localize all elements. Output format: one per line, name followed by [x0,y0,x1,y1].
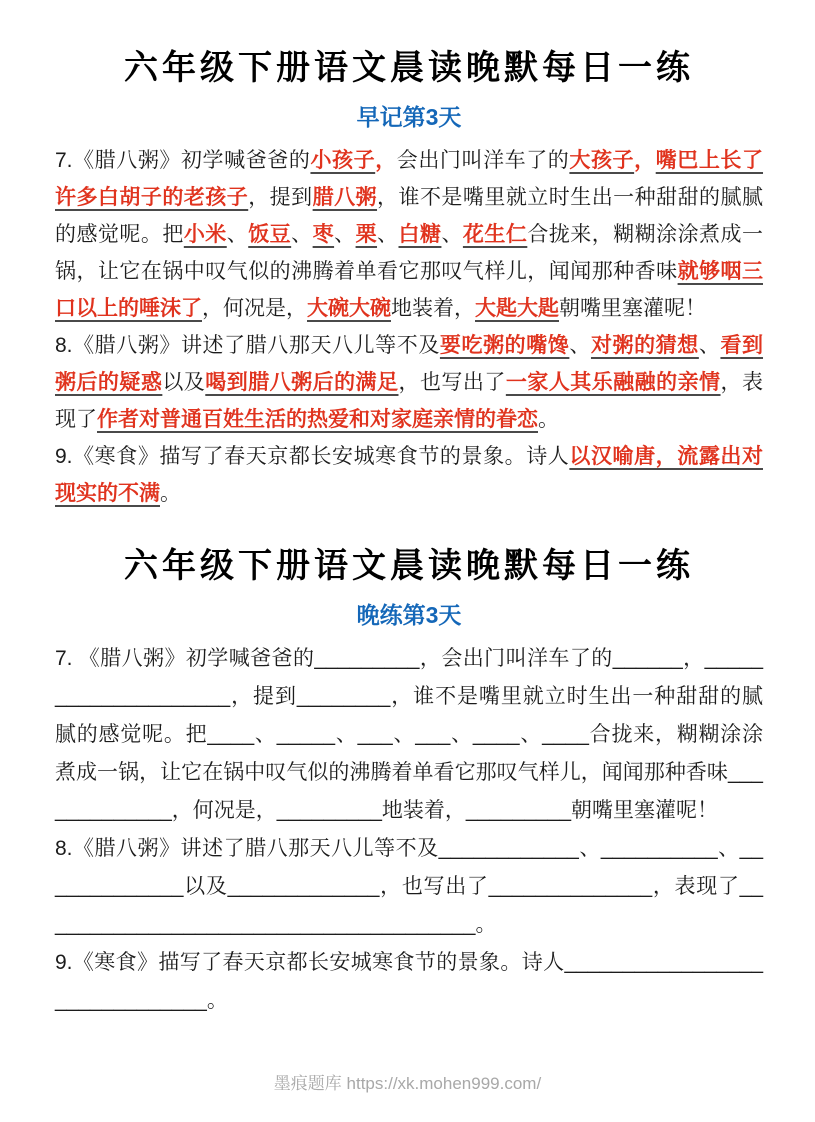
blank-line: ______________________________ [55,951,763,1012]
answer-text: 大碗大碗 [307,297,391,320]
body-text: ， [682,647,705,670]
blank-line: ____ [207,723,255,746]
morning-section [55,40,763,512]
answer-text: 一家人其乐融融的亲情 [505,371,721,394]
body-text: 、 [441,223,463,246]
paragraph [55,438,763,512]
body-text: ，谁不是嘴里就立时生出一种甜甜的腻腻的感觉呢。把 [55,685,763,746]
answer-punctuation: ， [375,149,397,172]
answer-text: 白糖 [398,223,442,246]
blank-line: ______ [612,647,683,670]
blank-line: _____________ [55,761,763,822]
evening-section [55,538,763,1020]
body-text: 合拢来，糊糊涂涂煮成一锅，让它在锅中叹气似的沸腾着单看它那叹气样儿，闻闻那种香味 [55,723,764,784]
answer-text: 花生仁 [462,223,528,246]
body-text: 、 [291,223,313,246]
body-text: 7.《腊八粥》初学喊爸爸的 [55,149,311,172]
answer-text: 对粥的猜想 [590,334,699,357]
blank-line: ________ [296,685,391,708]
body-text: 9.《寒食》描写了春天京都长安城寒食节的景象。诗人 [55,445,570,468]
body-text: 、 [569,334,591,357]
body-text: 、 [392,723,416,746]
body-text: 、 [335,723,358,746]
body-text: 。 [206,989,228,1012]
answer-text: 作者对普通百姓生活的热爱和对家庭亲情的眷恋 [97,408,538,431]
evening-section-body [55,640,763,1020]
body-text: 以及 [183,875,228,898]
body-text: ，也写出了 [398,371,506,394]
blank-line: ____________________ [55,647,764,708]
body-text: 。 [160,482,181,505]
paragraph [55,142,763,327]
body-text: 9.《寒食》描写了春天京都长安城寒食节的景象。诗人 [55,951,565,974]
answer-text: 饭豆 [248,223,292,246]
body-text: 、 [334,223,356,246]
body-text: 、 [578,837,601,860]
blank-line: ____ [472,723,520,746]
answer-text: 腊八粥 [312,186,378,209]
body-text: 朝嘴里塞灌呢！ [571,799,719,822]
answer-text: 大孩子 [569,149,635,172]
body-text: 。 [475,913,497,936]
body-text: 。 [538,408,559,431]
body-text: 、 [254,723,277,746]
blank-line: ___ [415,723,451,746]
body-text: ，何况是， [202,297,307,320]
blank-line: ______________ [488,875,653,898]
body-text: ，何况是， [171,799,277,822]
body-text: 、 [226,223,249,246]
body-text: ，也写出了 [379,875,489,898]
body-text: 合拢来，糊糊涂涂煮成一锅，让它在锅中叹气似的沸腾着单看它那叹气样儿，闻闻那种香味 [55,223,763,283]
body-text: 8.《腊八粥》讲述了腊八那天八儿等不及 [55,334,440,357]
answer-text: 小孩子 [310,149,376,172]
blank-line: ____ [542,723,589,746]
answer-text: 栗 [355,223,378,246]
evening-section-subtitle: 晚练第3天 [356,602,462,628]
page-footer: 墨痕题库 https://xk.mohen999.com/ [273,1074,542,1093]
answer-text: 大匙大匙 [475,297,559,320]
evening-section-title: 六年级下册语文晨读晚默每日一练 [124,548,694,585]
morning-section-subtitle: 早记第3天 [356,104,462,130]
blank-line: _____________ [55,837,763,898]
blank-line: _____ [276,723,336,746]
blank-line: _____________ [227,875,380,898]
blank-line: ____________ [438,837,579,860]
blank-line: _________ [314,647,420,670]
morning-section-title: 六年级下册语文晨读晚默每日一练 [124,50,694,87]
answer-text: 要吃粥的嘴馋 [439,334,570,357]
answer-text: 小米 [183,223,227,246]
body-text: 8.《腊八粥》讲述了腊八那天八儿等不及 [55,837,439,860]
paragraph [55,830,763,944]
body-text: ，表现了 [652,875,740,898]
body-text: ，会出门叫洋车了的 [419,647,613,670]
body-text: 、 [519,723,543,746]
blank-line: _________ [276,799,382,822]
body-text: 、 [377,223,399,246]
body-text: 、 [698,334,721,357]
blank-line: __________ [600,837,718,860]
answer-text: 以汉喻唐，流露出对现实的不满 [55,445,763,505]
body-text: 以及 [162,371,206,394]
body-text: 会出门叫洋车了的 [396,149,570,172]
body-text: ，提到 [230,685,297,708]
answer-text: 喝到腊八粥后的满足 [205,371,399,394]
answer-punctuation: ， [634,149,656,172]
blank-line: ______________________________________ [55,875,764,936]
body-text: 、 [450,723,473,746]
answer-text: 看到粥后的疑惑 [55,334,764,394]
blank-line: _________ [465,799,572,822]
morning-section-body [55,142,763,512]
answer-text: 嘴巴上长了许多白胡子的老孩子 [55,149,764,209]
paragraph [55,327,763,438]
answer-text: 枣 [312,223,335,246]
paragraph [55,944,763,1020]
answer-text: 就够咽三口以上的唾沫了 [55,260,763,320]
paragraph [55,640,763,830]
body-text: ，提到 [248,186,313,209]
body-text: 地装着， [391,297,475,320]
body-text: ，表现了 [55,371,763,431]
body-text: ，谁不是嘴里就立时生出一种甜甜的腻腻的感觉呢。把 [55,186,763,246]
body-text: 地装着， [381,799,466,822]
blank-line: ___ [357,723,393,746]
body-text: 7. 《腊八粥》初学喊爸爸的 [55,647,315,670]
body-text: 朝嘴里塞灌呢！ [559,297,706,320]
body-text: 、 [717,837,740,860]
